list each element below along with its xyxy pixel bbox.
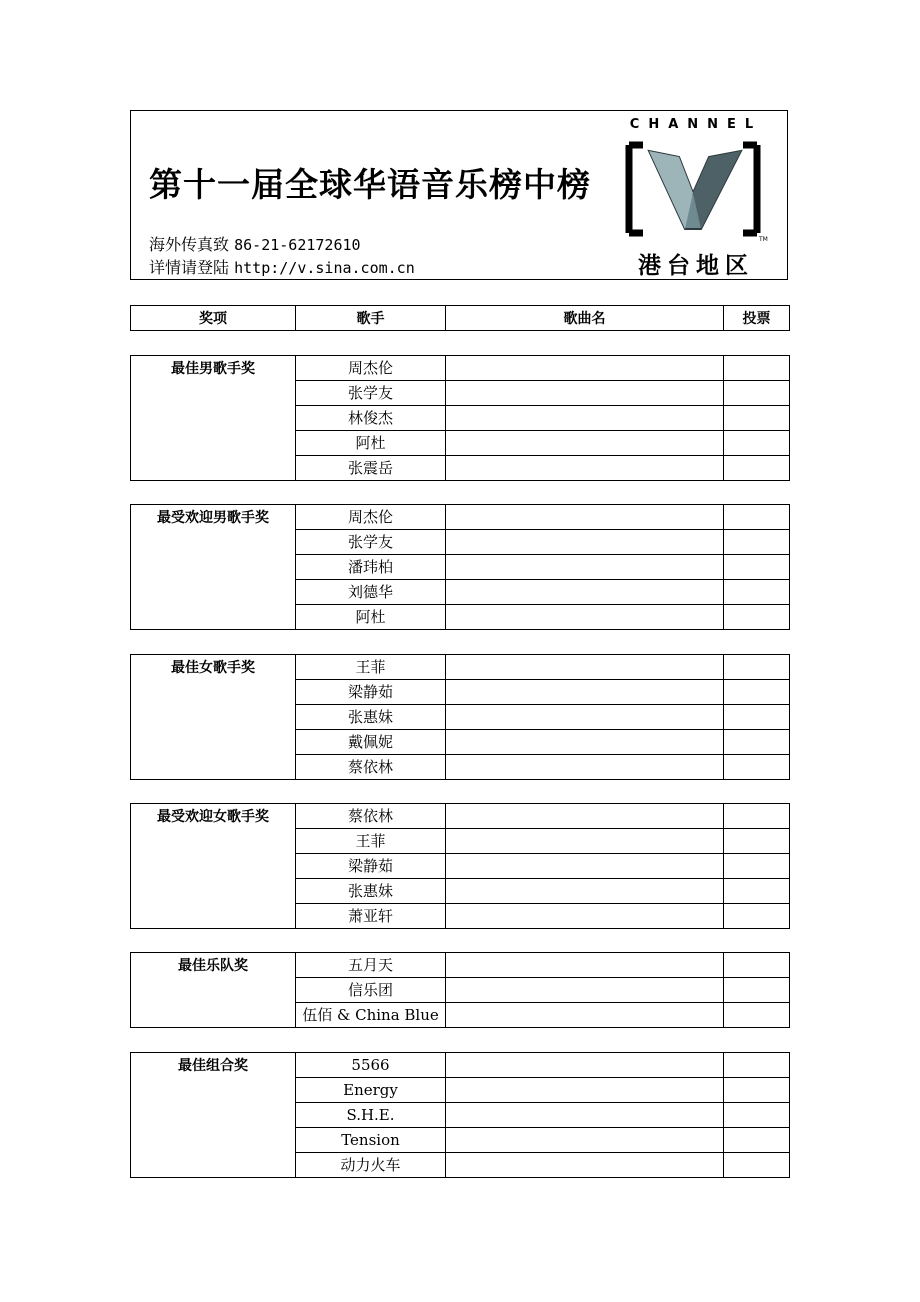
vote-field[interactable] xyxy=(724,804,790,829)
vote-field[interactable] xyxy=(724,381,790,406)
song-name-field[interactable] xyxy=(446,381,724,406)
award-group-table xyxy=(130,504,790,630)
singer-name: 张学友 xyxy=(296,530,446,555)
singer-name: 阿杜 xyxy=(296,431,446,456)
vote-field[interactable] xyxy=(724,854,790,879)
song-name-field[interactable] xyxy=(446,605,724,630)
header-singer: 歌手 xyxy=(296,306,446,331)
column-header-table xyxy=(130,305,790,331)
vote-field[interactable] xyxy=(724,456,790,481)
vote-field[interactable] xyxy=(724,431,790,456)
detail-label: 详情请登陆 xyxy=(149,258,230,277)
fax-line xyxy=(149,232,361,255)
singer-name: 刘德华 xyxy=(296,580,446,605)
award-group-table xyxy=(130,952,790,1028)
logo-v-mark-icon xyxy=(621,137,771,241)
nominee-row xyxy=(131,505,790,530)
vote-field[interactable] xyxy=(724,505,790,530)
song-name-field[interactable] xyxy=(446,879,724,904)
singer-name: 蔡依林 xyxy=(296,755,446,780)
singer-name: 伍佰 & China Blue xyxy=(296,1003,446,1028)
award-group-table xyxy=(130,1052,790,1178)
singer-name: 王菲 xyxy=(296,655,446,680)
song-name-field[interactable] xyxy=(446,555,724,580)
singer-name: 张惠妹 xyxy=(296,879,446,904)
song-name-field[interactable] xyxy=(446,804,724,829)
singer-name: Tension xyxy=(296,1128,446,1153)
vote-field[interactable] xyxy=(724,356,790,381)
song-name-field[interactable] xyxy=(446,406,724,431)
vote-field[interactable] xyxy=(724,680,790,705)
vote-field[interactable] xyxy=(724,978,790,1003)
detail-url[interactable]: http://v.sina.com.cn xyxy=(234,259,415,277)
song-name-field[interactable] xyxy=(446,580,724,605)
song-name-field[interactable] xyxy=(446,356,724,381)
vote-field[interactable] xyxy=(724,406,790,431)
award-name: 最佳男歌手奖 xyxy=(131,356,296,481)
award-group-table xyxy=(130,654,790,780)
song-name-field[interactable] xyxy=(446,1003,724,1028)
song-name-field[interactable] xyxy=(446,978,724,1003)
singer-name: Energy xyxy=(296,1078,446,1103)
award-group-table xyxy=(130,355,790,481)
award-group-table xyxy=(130,803,790,929)
fax-number: 86-21-62172610 xyxy=(234,236,361,254)
vote-field[interactable] xyxy=(724,1103,790,1128)
singer-name: 信乐团 xyxy=(296,978,446,1003)
channel-v-logo xyxy=(621,115,771,279)
header-vote: 投票 xyxy=(724,306,790,331)
vote-field[interactable] xyxy=(724,1153,790,1178)
vote-field[interactable] xyxy=(724,829,790,854)
logo-region-text: 港台地区 xyxy=(638,253,754,279)
song-name-field[interactable] xyxy=(446,456,724,481)
singer-name: 周杰伦 xyxy=(296,356,446,381)
logo-tm: TM xyxy=(759,236,768,241)
song-name-field[interactable] xyxy=(446,1078,724,1103)
song-name-field[interactable] xyxy=(446,730,724,755)
vote-field[interactable] xyxy=(724,879,790,904)
nominee-row xyxy=(131,655,790,680)
singer-name: 萧亚轩 xyxy=(296,904,446,929)
song-name-field[interactable] xyxy=(446,953,724,978)
vote-field[interactable] xyxy=(724,655,790,680)
header-award: 奖项 xyxy=(131,306,296,331)
singer-name: 梁静茹 xyxy=(296,854,446,879)
song-name-field[interactable] xyxy=(446,1128,724,1153)
song-name-field[interactable] xyxy=(446,829,724,854)
song-name-field[interactable] xyxy=(446,505,724,530)
award-name: 最受欢迎女歌手奖 xyxy=(131,804,296,929)
vote-field[interactable] xyxy=(724,755,790,780)
vote-field[interactable] xyxy=(724,580,790,605)
vote-field[interactable] xyxy=(724,530,790,555)
header-box xyxy=(130,110,788,280)
header-song: 歌曲名 xyxy=(446,306,724,331)
logo-channel-text: CHANNEL xyxy=(629,117,763,132)
singer-name: 阿杜 xyxy=(296,605,446,630)
singer-name: 戴佩妮 xyxy=(296,730,446,755)
song-name-field[interactable] xyxy=(446,1153,724,1178)
fax-label: 海外传真致 xyxy=(149,235,230,254)
song-name-field[interactable] xyxy=(446,655,724,680)
vote-field[interactable] xyxy=(724,555,790,580)
nominee-row xyxy=(131,953,790,978)
singer-name: 张惠妹 xyxy=(296,705,446,730)
vote-field[interactable] xyxy=(724,605,790,630)
singer-name: S.H.E. xyxy=(296,1103,446,1128)
singer-name: 梁静茹 xyxy=(296,680,446,705)
singer-name: 动力火车 xyxy=(296,1153,446,1178)
vote-field[interactable] xyxy=(724,953,790,978)
vote-field[interactable] xyxy=(724,1003,790,1028)
singer-name: 蔡依林 xyxy=(296,804,446,829)
award-name: 最佳乐队奖 xyxy=(131,953,296,1028)
detail-line xyxy=(149,255,415,278)
award-name: 最受欢迎男歌手奖 xyxy=(131,505,296,630)
page-title: 第十一届全球华语音乐榜中榜 xyxy=(149,165,591,204)
singer-name: 5566 xyxy=(296,1053,446,1078)
singer-name: 五月天 xyxy=(296,953,446,978)
singer-name: 张学友 xyxy=(296,381,446,406)
song-name-field[interactable] xyxy=(446,1103,724,1128)
vote-field[interactable] xyxy=(724,904,790,929)
vote-field[interactable] xyxy=(724,705,790,730)
nominee-row xyxy=(131,1053,790,1078)
vote-field[interactable] xyxy=(724,1128,790,1153)
singer-name: 潘玮柏 xyxy=(296,555,446,580)
song-name-field[interactable] xyxy=(446,705,724,730)
song-name-field[interactable] xyxy=(446,680,724,705)
vote-field[interactable] xyxy=(724,1053,790,1078)
song-name-field[interactable] xyxy=(446,755,724,780)
nominee-row xyxy=(131,804,790,829)
song-name-field[interactable] xyxy=(446,431,724,456)
vote-field[interactable] xyxy=(724,1078,790,1103)
song-name-field[interactable] xyxy=(446,1053,724,1078)
award-name: 最佳女歌手奖 xyxy=(131,655,296,780)
singer-name: 张震岳 xyxy=(296,456,446,481)
song-name-field[interactable] xyxy=(446,530,724,555)
singer-name: 周杰伦 xyxy=(296,505,446,530)
nominee-row xyxy=(131,356,790,381)
singer-name: 林俊杰 xyxy=(296,406,446,431)
singer-name: 王菲 xyxy=(296,829,446,854)
song-name-field[interactable] xyxy=(446,854,724,879)
song-name-field[interactable] xyxy=(446,904,724,929)
award-name: 最佳组合奖 xyxy=(131,1053,296,1178)
vote-field[interactable] xyxy=(724,730,790,755)
